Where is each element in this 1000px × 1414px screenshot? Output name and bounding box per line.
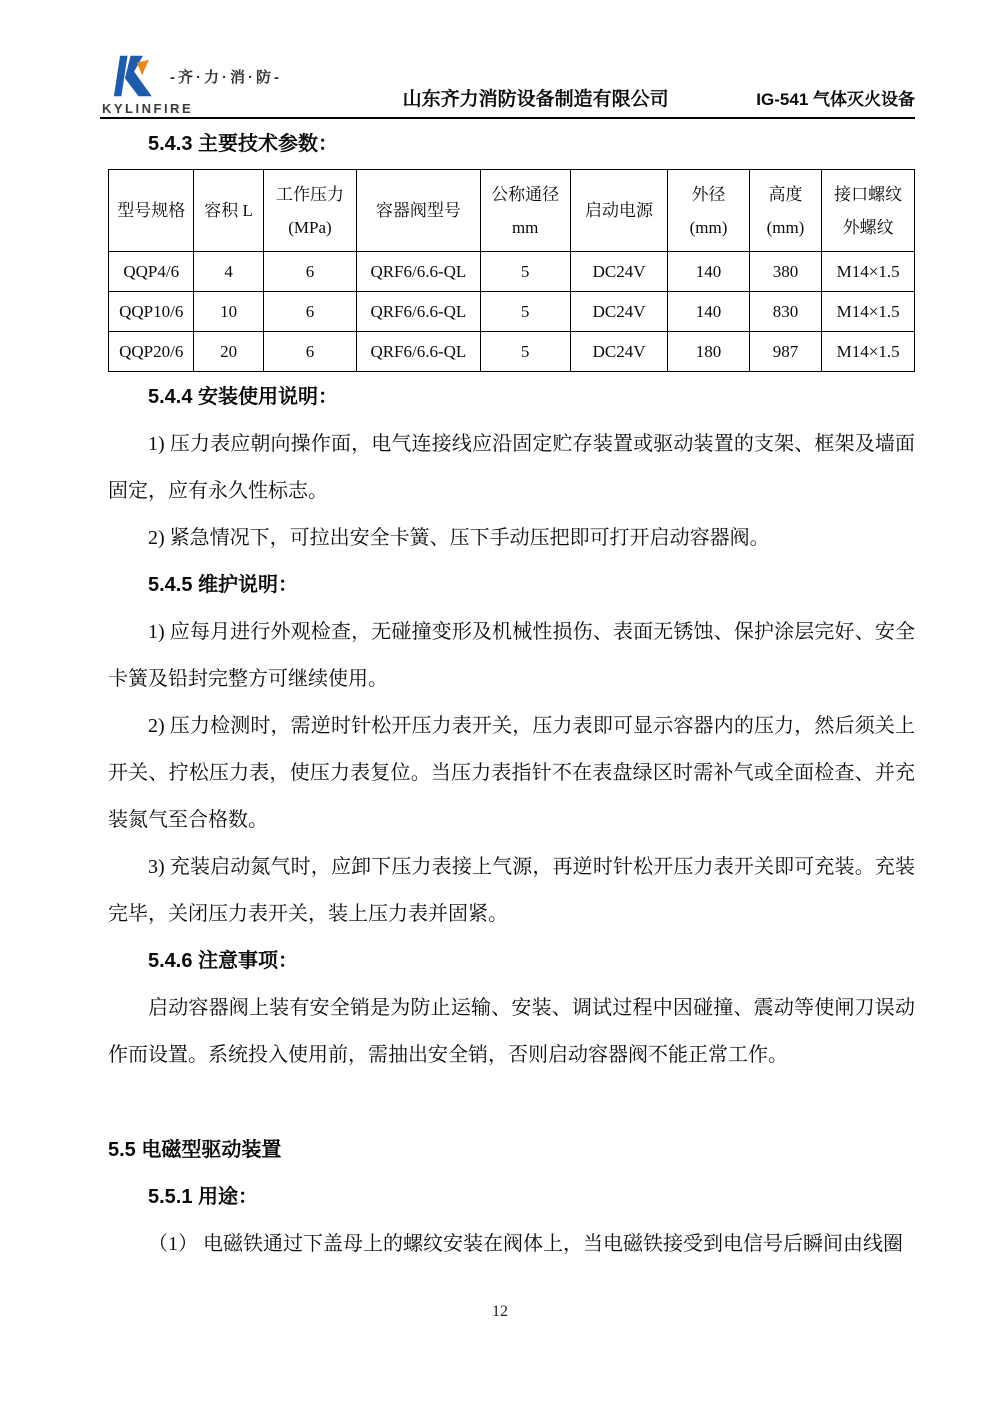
- paragraph-544-1: 1) 压力表应朝向操作面，电气连接线应沿固定贮存装置或驱动装置的支架、框架及墙面固定，应有永久性标志。: [108, 433, 915, 502]
- product-name: IG-541 气体灭火设备: [756, 90, 915, 109]
- paragraph-545-3: 3) 充装启动氮气时，应卸下压力表接上气源，再逆时针松开压力表开关即可充装。充装完毕，关闭压力表开关，装上压力表并固紧。: [108, 856, 915, 925]
- table-cell: 6: [263, 332, 356, 372]
- section-title-5-4-3: 5.4.3 主要技术参数：: [148, 133, 339, 155]
- section-title-5-4-6: 5.4.6 注意事项：: [148, 950, 299, 972]
- table-cell: QRF6/6.6-QL: [357, 252, 480, 292]
- table-cell: 10: [194, 292, 263, 332]
- table-cell: QQP20/6: [109, 332, 194, 372]
- col-header-start-power: 启动电源: [570, 170, 668, 252]
- table-cell: QQP10/6: [109, 292, 194, 332]
- page-number: 12: [492, 1303, 508, 1320]
- table-cell: 140: [668, 292, 749, 332]
- paragraph-545-2: 2) 压力检测时，需逆时针松开压力表开关，压力表即可显示容器内的压力，然后须关上开关、拧松压力表，使压力表复位。当压力表指针不在表盘绿区时需补气或全面检查、并充装氮气至合格数。: [108, 715, 915, 831]
- table-cell: QRF6/6.6-QL: [357, 292, 480, 332]
- page-content: [0, 121, 1000, 1268]
- table-cell: M14×1.5: [822, 252, 915, 292]
- table-cell: 380: [749, 252, 822, 292]
- company-logo: [100, 54, 315, 117]
- paragraph-546: 启动容器阀上装有安全销是为防止运输、安装、调试过程中因碰撞、震动等使闸刀误动作而设置。系统投入使用前，需抽出安全销，否则启动容器阀不能正常工作。: [108, 997, 915, 1066]
- table-row: [109, 332, 915, 372]
- table-cell: 5: [480, 332, 570, 372]
- section-title-5-4-5: 5.4.5 维护说明：: [148, 574, 299, 596]
- brand-slogan: -齐·力·消·防-: [170, 68, 282, 86]
- page-header: [100, 54, 915, 119]
- table-cell: 180: [668, 332, 749, 372]
- table-cell: 4: [194, 252, 263, 292]
- spec-table: [108, 169, 915, 372]
- table-cell: 987: [749, 332, 822, 372]
- table-header-row: [109, 170, 915, 252]
- table-cell: 140: [668, 252, 749, 292]
- section-title-5-4-4: 5.4.4 安装使用说明：: [148, 386, 339, 408]
- col-header-working-pressure: 工作压力 (MPa): [263, 170, 356, 252]
- table-cell: 20: [194, 332, 263, 372]
- col-header-nominal-diameter: 公称通径 mm: [480, 170, 570, 252]
- table-cell: 830: [749, 292, 822, 332]
- col-header-outer-diameter: 外径 (mm): [668, 170, 749, 252]
- col-header-model: 型号规格: [109, 170, 194, 252]
- kylinfire-k-icon: [112, 54, 158, 98]
- table-cell: QQP4/6: [109, 252, 194, 292]
- col-header-thread: 接口螺纹 外螺纹: [822, 170, 915, 252]
- col-header-valve-model: 容器阀型号: [357, 170, 480, 252]
- table-cell: 6: [263, 292, 356, 332]
- table-cell: 5: [480, 252, 570, 292]
- table-cell: DC24V: [570, 332, 668, 372]
- table-cell: DC24V: [570, 292, 668, 332]
- paragraph-544-2: 2) 紧急情况下，可拉出安全卡簧、压下手动压把即可打开启动容器阀。: [148, 527, 770, 549]
- table-cell: 6: [263, 252, 356, 292]
- table-cell: QRF6/6.6-QL: [357, 332, 480, 372]
- company-name: 山东齐力消防设备制造有限公司: [402, 89, 669, 110]
- table-cell: DC24V: [570, 252, 668, 292]
- paragraph-551: （1） 电磁铁通过下盖母上的螺纹安装在阀体上，当电磁铁接受到电信号后瞬间由线圈: [148, 1233, 903, 1255]
- table-row: [109, 252, 915, 292]
- table-cell: M14×1.5: [822, 332, 915, 372]
- table-cell: M14×1.5: [822, 292, 915, 332]
- section-title-5-5: 5.5 电磁型驱动装置: [108, 1139, 282, 1161]
- section-title-5-5-1: 5.5.1 用途：: [148, 1186, 259, 1208]
- col-header-height: 高度 (mm): [749, 170, 822, 252]
- col-header-volume: 容积 L: [194, 170, 263, 252]
- table-row: [109, 292, 915, 332]
- table-cell: 5: [480, 292, 570, 332]
- brand-text: KYLINFIRE: [102, 101, 194, 116]
- paragraph-545-1: 1) 应每月进行外观检查，无碰撞变形及机械性损伤、表面无锈蚀、保护涂层完好、安全卡簧及铅封完整方可继续使用。: [108, 621, 915, 690]
